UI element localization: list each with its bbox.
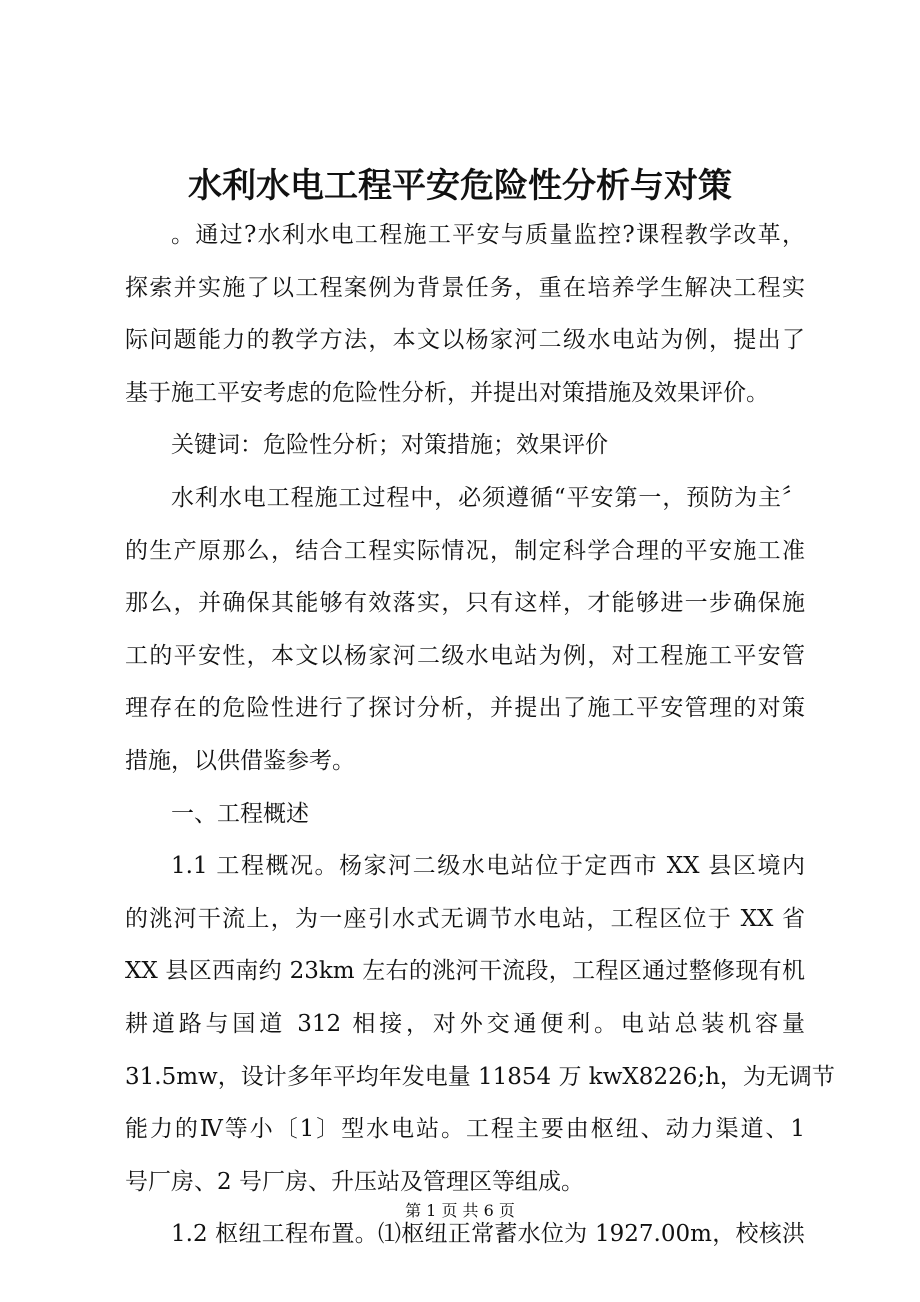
overview-line: 1.1 工程概况。杨家河二级水电站位于定西市 XX 县区境内 [171, 853, 805, 880]
intro-line: 理存在的危险性进行了探讨分析，并提出了施工平安管理的对策 [125, 695, 805, 722]
page-number: 第 1 页 共 6 页 [405, 1201, 515, 1220]
abstract-line: 。通过?水利水电工程施工平安与质量监控?课程教学改革， [171, 222, 805, 248]
overview-line: XX 县区西南约 23km 左右的洮河干流段，工程区通过整修现有机 [125, 958, 805, 985]
abstract-line: 际问题能力的教学方法，本文以杨家河二级水电站为例，提出了 [125, 327, 805, 354]
abstract-line: 探索并实施了以工程案例为背景任务，重在培养学生解决工程实 [125, 274, 805, 301]
overview-line: 的洮河干流上，为一座引水式无调节水电站，工程区位于 XX 省 [125, 905, 805, 932]
document-title: 水利水电工程平安危险性分析与对策 [188, 166, 732, 206]
overview-line: 能力的Ⅳ等小〔1〕型水电站。工程主要由枢纽、动力渠道、1 [125, 1116, 805, 1143]
section-heading: 一、工程概述 [171, 800, 309, 827]
intro-line: 那么，并确保其能够有效落实，只有这样，才能够进一步确保施 [125, 590, 805, 617]
intro-line: 水利水电工程施工过程中，必须遵循“平安第一，预防为主〞 [171, 484, 805, 511]
overview-line: 耕道路与国道 312 相接，对外交通便利。电站总装机容量 [125, 1010, 805, 1037]
intro-line: 的生产原那么，结合工程实际情况，制定科学合理的平安施工准 [125, 537, 805, 564]
overview-line: 31.5mw，设计多年平均年发电量 11854 万 kwX8226;h，为无调节 [125, 1063, 835, 1090]
abstract-line: 基于施工平安考虑的危险性分析，并提出对策措施及效果评价。 [125, 379, 769, 406]
document-body [125, 209, 835, 1261]
intro-line: 工的平安性，本文以杨家河二级水电站为例，对工程施工平安管 [125, 642, 805, 669]
layout-line: 1.2 枢纽工程布置。⑴枢纽正常蓄水位为 1927.00m，校核洪 [171, 1221, 805, 1248]
intro-line: 措施，以供借鉴参考。 [125, 747, 355, 774]
keywords-line: 关键词：危险性分析；对策措施；效果评价 [171, 432, 608, 459]
overview-line: 号厂房、2 号厂房、升压站及管理区等组成。 [125, 1168, 584, 1195]
